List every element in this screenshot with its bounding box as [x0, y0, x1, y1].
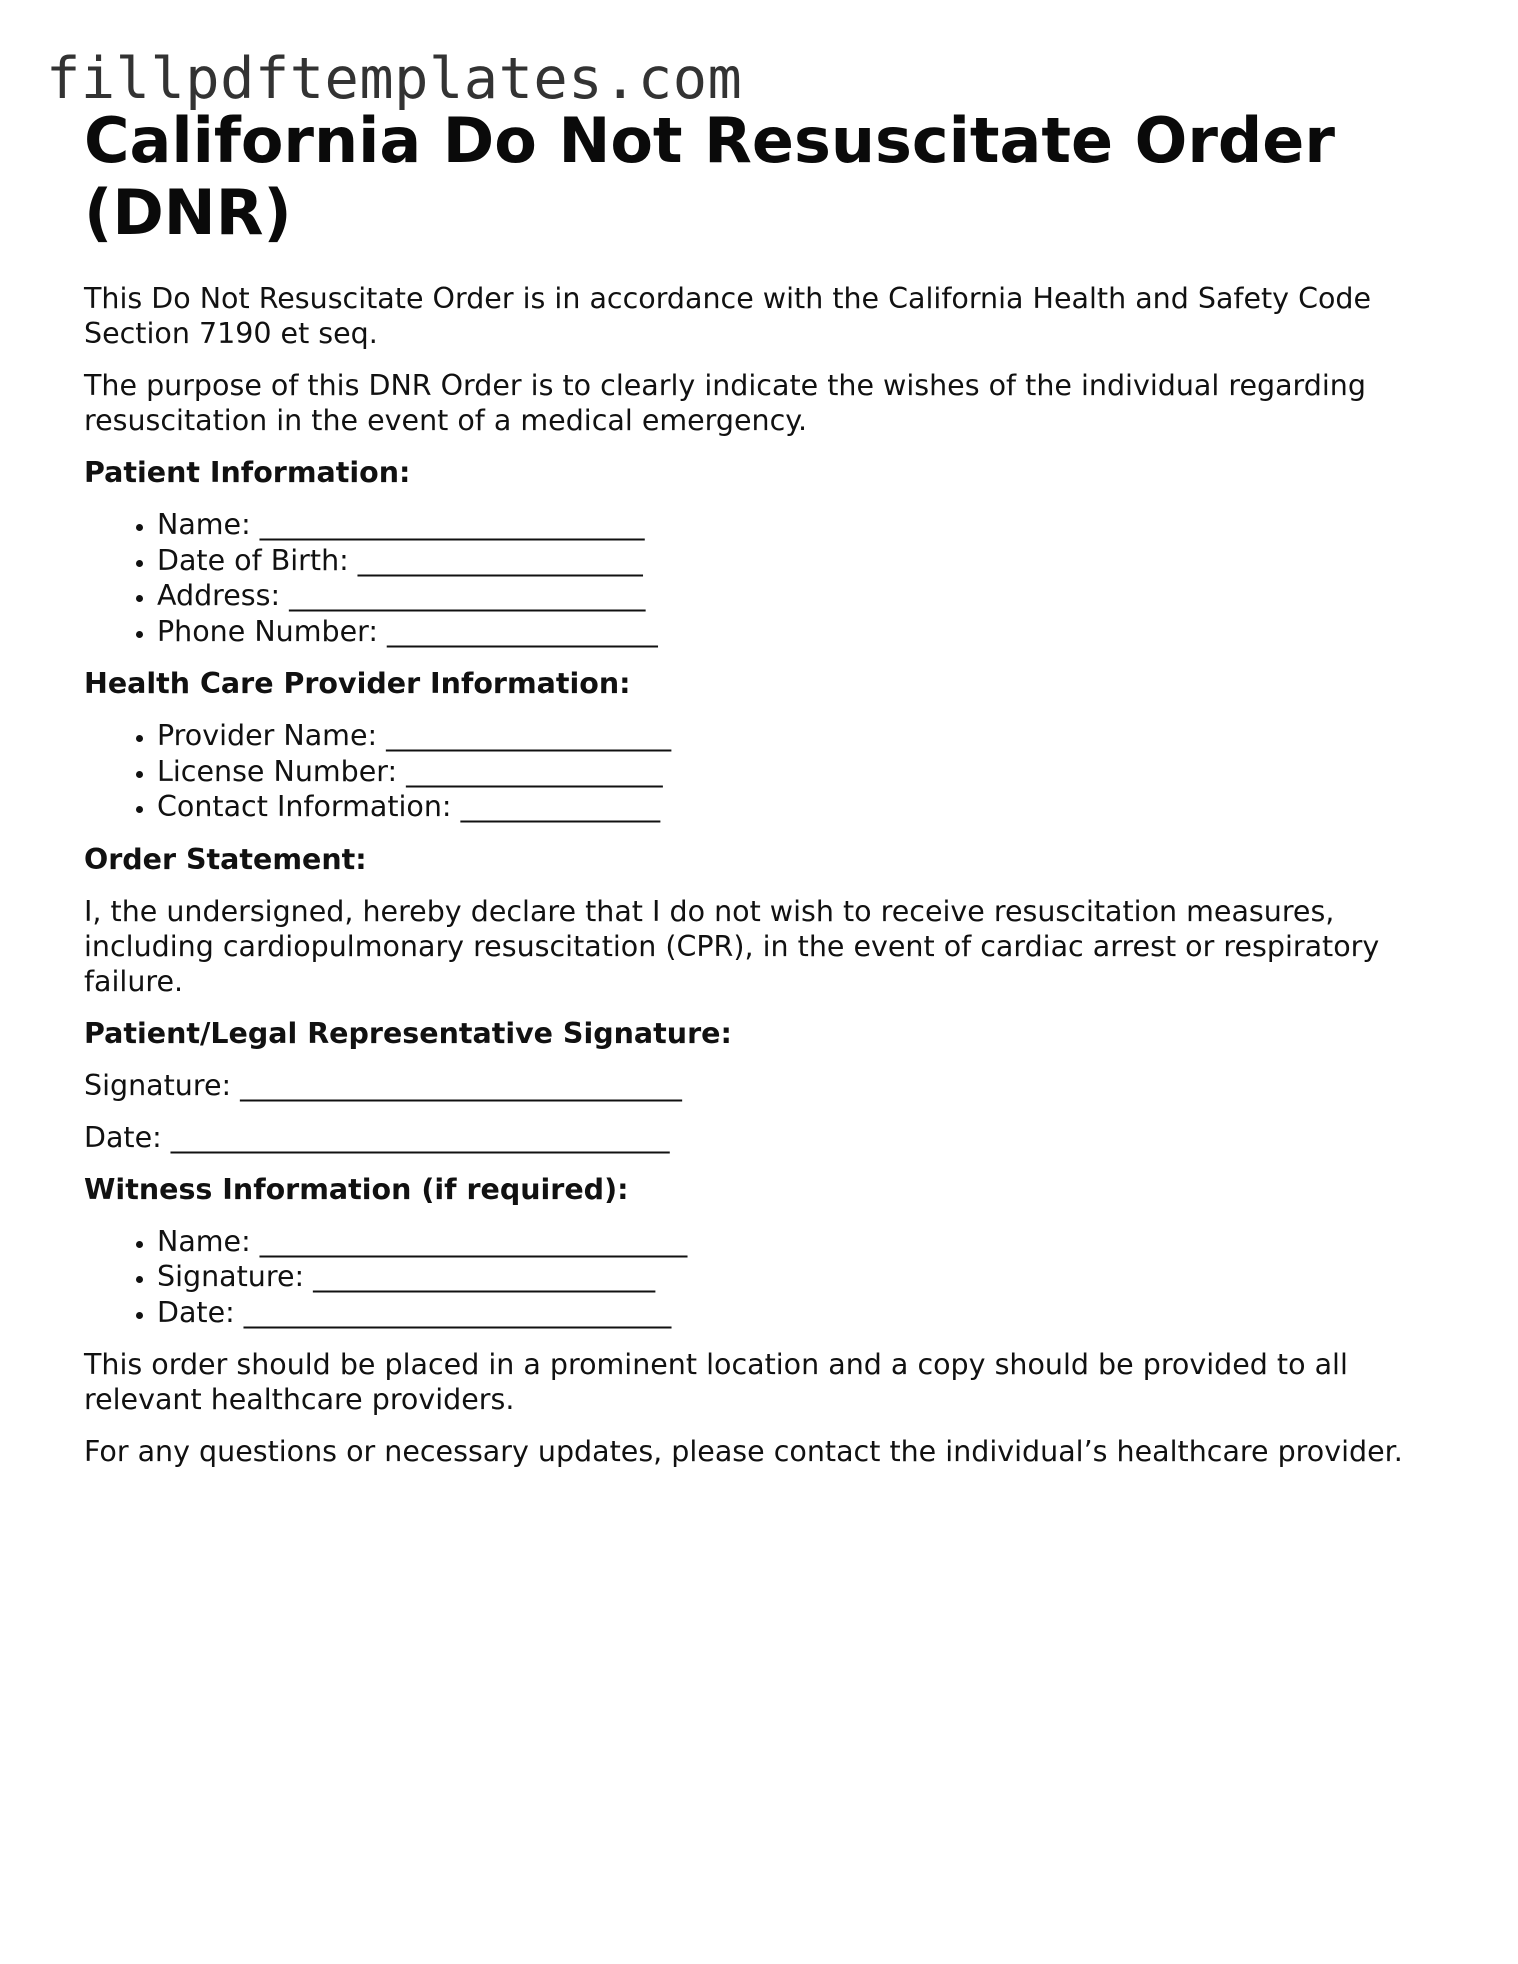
provider-contact-field: • Contact Information: ______________ — [157, 789, 1454, 825]
closing-paragraph-1: This order should be placed in a prominent location and a copy should be provided to all relevant healthcare providers. — [84, 1348, 1348, 1416]
patient-info-list — [84, 507, 1454, 649]
provider-name-field: • Provider Name: ____________________ — [157, 718, 1454, 754]
witness-info-list — [84, 1224, 1454, 1331]
signature-heading: Patient/Legal Representative Signature: — [84, 1016, 732, 1050]
witness-signature-field: • Signature: ________________________ — [157, 1259, 1454, 1295]
order-statement-text: I, the undersigned, hereby declare that I do not wish to receive resuscitation measures, including cardiopulmonary resuscitation (CPR), in the event of cardiac arrest or respiratory failure. — [84, 894, 1380, 998]
patient-info-heading: Patient Information: — [84, 456, 411, 489]
witness-date-field: • Date: ______________________________ — [157, 1295, 1454, 1331]
closing-paragraph-2: For any questions or necessary updates, please contact the individual’s healthcare provider. — [84, 1435, 1403, 1468]
site-watermark: fillpdftemplates.com — [46, 46, 743, 112]
document-body — [84, 105, 1454, 1469]
witness-info-heading: Witness Information (if required): — [84, 1172, 629, 1206]
intro-paragraph-1: This Do Not Resuscitate Order is in accordance with the California Health and Safety Code Section 7190 et seq. — [84, 282, 1372, 350]
witness-name-field: • Name: ______________________________ — [157, 1224, 1454, 1260]
provider-info-list — [84, 718, 1454, 825]
patient-dob-field: • Date of Birth: ____________________ — [157, 543, 1454, 579]
provider-info-heading: Health Care Provider Information: — [84, 667, 631, 700]
order-statement-heading: Order Statement: — [84, 842, 367, 876]
patient-phone-field: • Phone Number: ___________________ — [157, 614, 1454, 650]
intro-paragraph-2: The purpose of this DNR Order is to clearly indicate the wishes of the individual regarding resuscitation in the event of a medical emergency. — [84, 369, 1366, 437]
signature-line: Signature: _______________________________ — [84, 1068, 682, 1102]
patient-name-field: • Name: ___________________________ — [157, 507, 1454, 543]
signature-date-line: Date: ___________________________________ — [84, 1120, 670, 1154]
patient-address-field: • Address: _________________________ — [157, 578, 1454, 614]
provider-license-field: • License Number: __________________ — [157, 754, 1454, 790]
document-title: California Do Not Resuscitate Order (DNR) — [84, 104, 1335, 249]
